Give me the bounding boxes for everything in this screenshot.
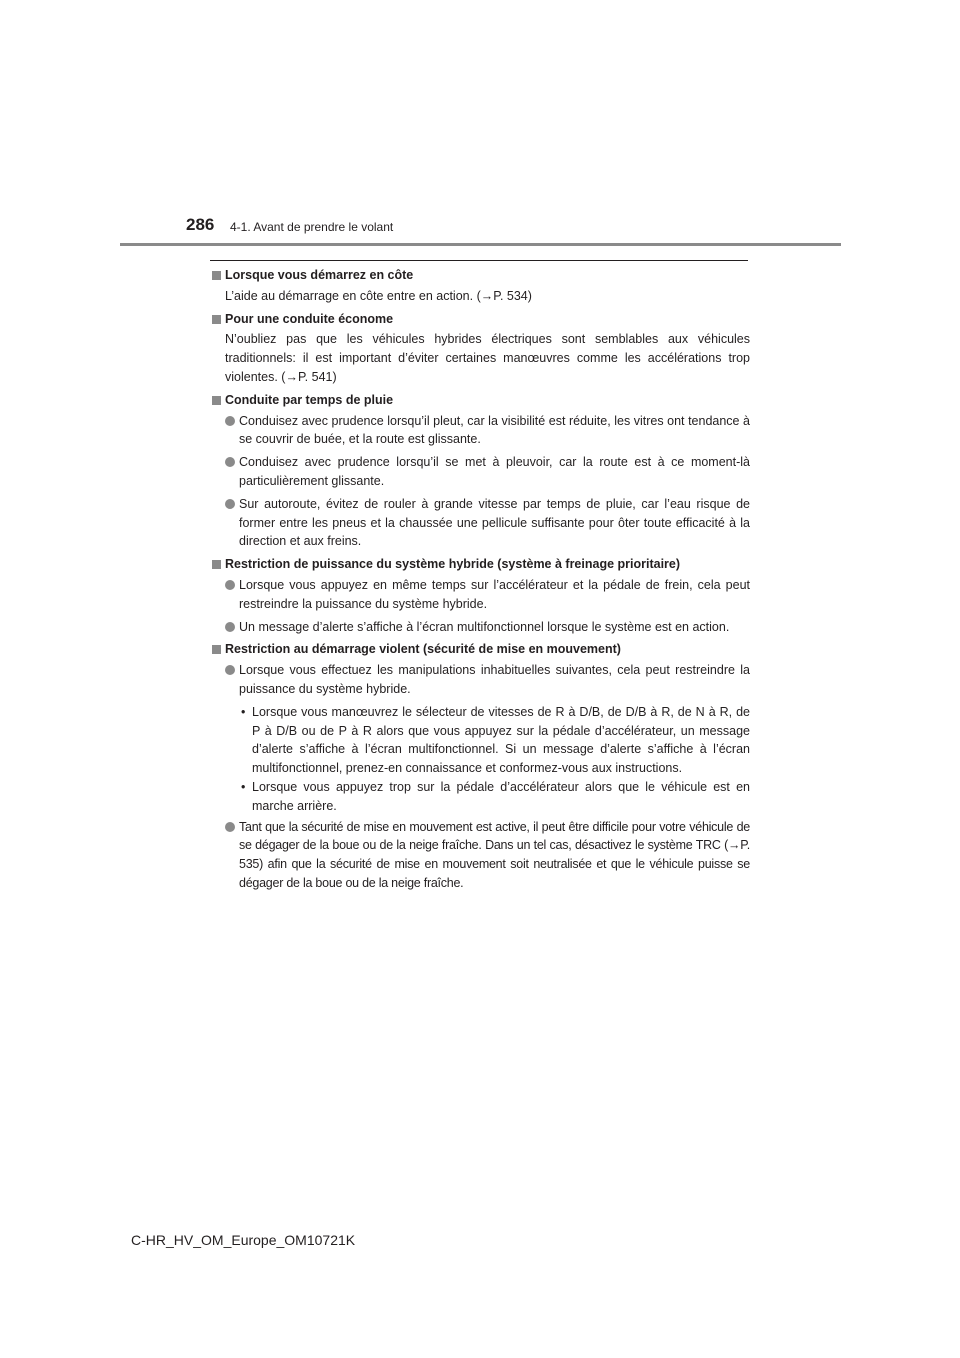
section-start-restriction xyxy=(210,640,750,892)
section-title: Restriction au démarrage violent (sécurité de mise en mouvement) xyxy=(225,642,621,657)
square-bullet-icon xyxy=(212,271,221,280)
section-title: Lorsque vous démarrez en côte xyxy=(225,268,414,282)
section-rain-driving xyxy=(210,391,750,551)
page-number: 286 xyxy=(186,215,215,234)
content xyxy=(210,266,750,897)
square-bullet-icon xyxy=(212,560,221,569)
round-bullet-icon xyxy=(225,416,235,426)
section-text: N’oubliez pas que les véhicules hybrides électriques sont semblables aux véhicules traditionnels: il est important d’éviter certaines manœuvres comme les accélérations trop violentes. (→P. 541) xyxy=(225,332,750,384)
square-bullet-icon xyxy=(212,315,221,324)
square-bullet-icon xyxy=(212,645,221,654)
round-bullet-icon xyxy=(225,822,235,832)
round-bullet-icon xyxy=(225,457,235,467)
bullet-text: Tant que la sécurité de mise en mouvement est active, il peut être difficile pour votre véhicule de se dégager de la boue ou de la neige fraîche. Dans un tel cas, désactivez le système TRC (→P. 535) afin que la sécurité de mise en mouvement soit neutralisée et que le véhicule puisse se dégager de la boue ou de la neige fraîche. xyxy=(239,819,750,890)
bullet-text: Sur autoroute, évitez de rouler à grande vitesse par temps de pluie, car l’eau risque de former entre les pneus et la chaussée une pellicule suffisante pour ôter toute efficacité à la direction et aux freins. xyxy=(239,496,750,549)
section-title: Restriction de puissance du système hybride (système à freinage prioritaire) xyxy=(225,557,681,572)
section-divider xyxy=(210,260,748,261)
chapter-title: 4-1. Avant de prendre le volant xyxy=(230,220,394,234)
square-bullet-icon xyxy=(212,396,221,405)
bullet-text: Conduisez avec prudence lorsqu’il se met à pleuvoir, car la route est à ce moment-là particulièrement glissante. xyxy=(239,455,750,488)
sub-bullet-mark: • xyxy=(241,704,246,719)
sub-bullet-mark: • xyxy=(241,779,246,794)
round-bullet-icon xyxy=(225,622,235,632)
bullet-text: Conduisez avec prudence lorsqu’il pleut, car la visibilité est réduite, les vitres ont tendance à se couvrir de buée, et la route est glissante. xyxy=(239,413,750,447)
bullet-text: Lorsque vous appuyez en même temps sur l’accélérateur et la pédale de frein, cela peut restreindre la puissance du système hybride. xyxy=(239,577,750,611)
sub-bullet-text: Lorsque vous manœuvrez le sélecteur de vitesses de R à D/B, de D/B à R, de N à R, de P à D/B ou de P à R alors que vous appuyez sur la pédale d’accélérateur, un message d’alerte s’affiche à l’écran multifonctionnel. Si un message d’alerte s’affiche à l’écran multifonctionnel, prenez-en connaissance et conformez-vous aux instructions. xyxy=(252,704,750,776)
section-text: L’aide au démarrage en côte entre en action. (→P. 534) xyxy=(225,288,532,303)
bullet-text: Un message d’alerte s’affiche à l’écran multifonctionnel lorsque le système est en action. xyxy=(239,619,730,634)
footer-code: C-HR_HV_OM_Europe_OM10721K xyxy=(131,1232,356,1248)
section-hill-start xyxy=(210,266,750,306)
round-bullet-icon xyxy=(225,580,235,590)
section-power-restriction xyxy=(210,555,750,636)
section-title: Conduite par temps de pluie xyxy=(225,392,394,407)
bullet-text: Lorsque vous effectuez les manipulations inhabituelles suivantes, cela peut restreindre la puissance du système hybride. xyxy=(239,663,750,696)
header-rule xyxy=(120,243,841,246)
round-bullet-icon xyxy=(225,499,235,509)
sub-bullet-text: Lorsque vous appuyez trop sur la pédale d’accélérateur alors que le véhicule est en marche arrière. xyxy=(252,779,750,813)
round-bullet-icon xyxy=(225,665,235,675)
section-eco-driving xyxy=(210,310,750,387)
section-title: Pour une conduite économe xyxy=(225,311,394,326)
